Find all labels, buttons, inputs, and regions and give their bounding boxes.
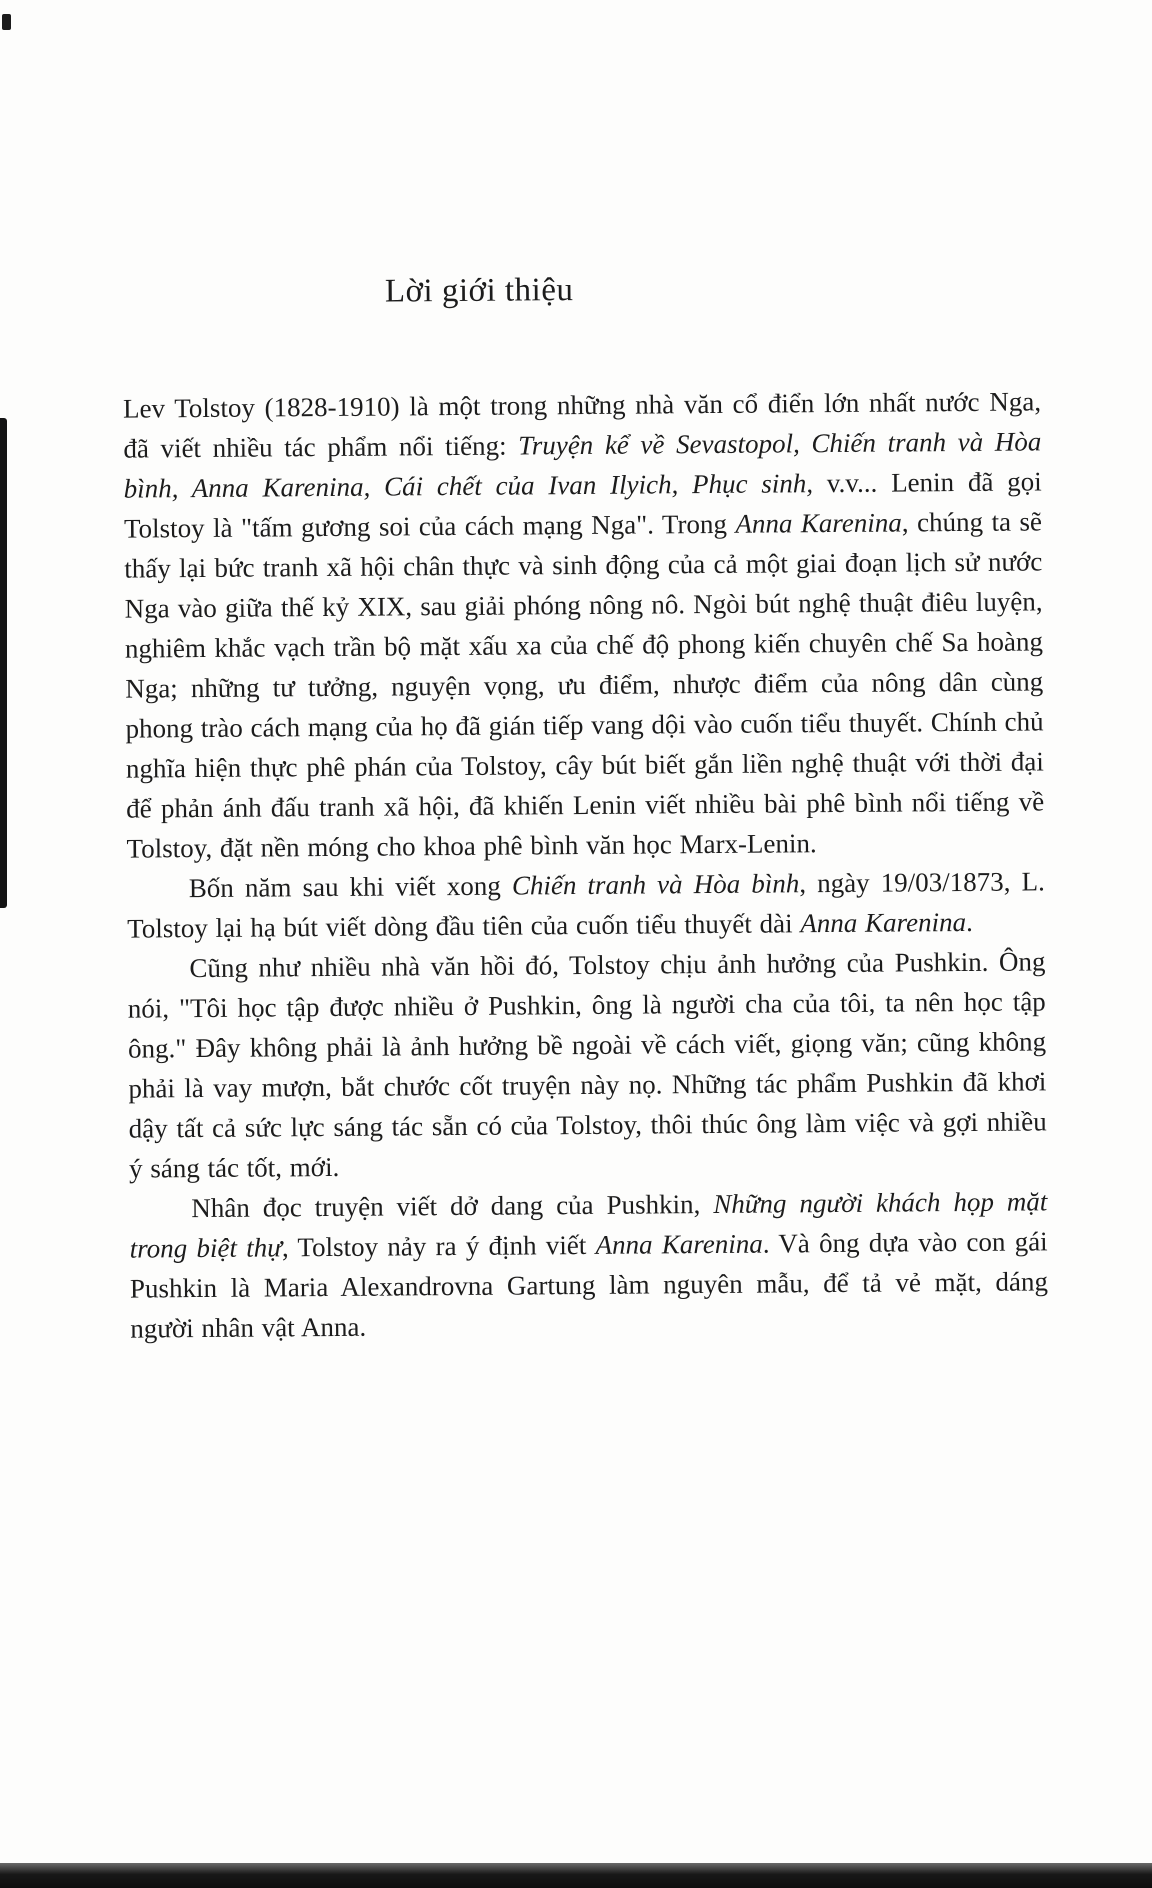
paragraph: [129, 1181, 1048, 1348]
paragraph: [123, 381, 1045, 868]
text-segment: , ngày 19/03/1873, L. Tolstoy lại hạ bút viết dòng đầu tiên của cuốn tiểu thuyết dài: [127, 866, 1045, 944]
book-title-italic: Anna Karenina: [595, 1228, 763, 1260]
text-segment: , chúng ta sẽ thấy lại bức tranh xã hội chân thực và sinh động của cả một giai đoạn lịch sử nước Nga vào giữa thế kỷ XIX, sau giải phóng nông nô. Ngòi bút nghệ thuật điêu luyện, nghiêm khắc vạch trần bộ mặt xấu xa của chế độ phong kiến chuyên chế Sa hoàng Nga; những tư tưởng, nguyện vọng, ưu điểm, nhược điểm của nông dân cùng phong trào cách mạng của họ đã gián tiếp vang dội vào cuốn tiểu thuyết. Chính chủ nghĩa hiện thực phê phán của Tolstoy, cây bút biết gắn liền nghệ thuật với thời đại để phản ánh đấu tranh xã hội, đã khiến Lenin viết nhiều bài phê bình nổi tiếng về Tolstoy, đặt nền móng cho khoa phê bình văn học Marx-Lenin.: [124, 506, 1045, 864]
text-segment: Cũng như nhiều nhà văn hồi đó, Tolstoy chịu ảnh hưởng của Pushkin. Ông nói, "Tôi học tập được nhiều ở Pushkin, ông là người cha của tôi, ta nên học tập ông." Đây không phải là ảnh hưởng bề ngoài về cách viết, giọng văn; cũng không phải là vay mượn, bắt chước cốt truyện này nọ. Những tác phẩm Pushkin đã khơi dậy tất cả sức lực sáng tác sẵn có của Tolstoy, thôi thúc ông làm việc và gợi nhiều ý sáng tác tốt, mới.: [127, 946, 1047, 1184]
page-content: [122, 268, 1048, 1348]
scan-left-edge-shadow: [0, 418, 7, 908]
text-segment: v.v... Lenin đã gọi Tolstoy là "tấm gương soi của cách mạng Nga". Trong: [123, 466, 1042, 544]
book-title-italic: Chiến tranh và Hòa bình: [511, 868, 800, 901]
text-segment: Lev Tolstoy (1828-1910) là một trong những nhà văn cổ điển lớn nhất nước Nga, đã viết nhiều tác phẩm nổi tiếng:: [122, 386, 1042, 464]
scan-bottom-edge: [0, 1863, 1152, 1888]
page-body: [123, 381, 1049, 1348]
text-segment: .: [965, 906, 973, 937]
paragraph: [127, 861, 1046, 948]
text-segment: Bốn năm sau khi viết xong: [188, 870, 513, 904]
text-segment: Nhân đọc truyện viết dở dang của Pushkin,: [191, 1188, 714, 1224]
book-title-italic: Những người khách họp mặt trong biệt thự: [129, 1186, 1048, 1264]
paragraph: [127, 941, 1047, 1188]
book-title-italic: Truyện kể về Sevastopol, Chiến tranh và Hòa bình, Anna Karenina, Cái chết của Ivan Ilyich, Phục sinh,: [123, 426, 1042, 504]
book-title-italic: Anna Karenina: [800, 906, 967, 939]
scan-corner-mark: [2, 14, 11, 30]
page-title: Lời giới thiệu: [384, 272, 574, 310]
book-title-italic: Anna Karenina: [735, 507, 902, 539]
text-segment: . Và ông dựa vào con gái Pushkin là Maria Alexandrovna Gartung làm nguyên mẫu, để tả vẻ mặt, dáng người nhân vật Anna.: [129, 1226, 1049, 1344]
text-segment: , Tolstoy nảy ra ý định viết: [281, 1229, 596, 1263]
